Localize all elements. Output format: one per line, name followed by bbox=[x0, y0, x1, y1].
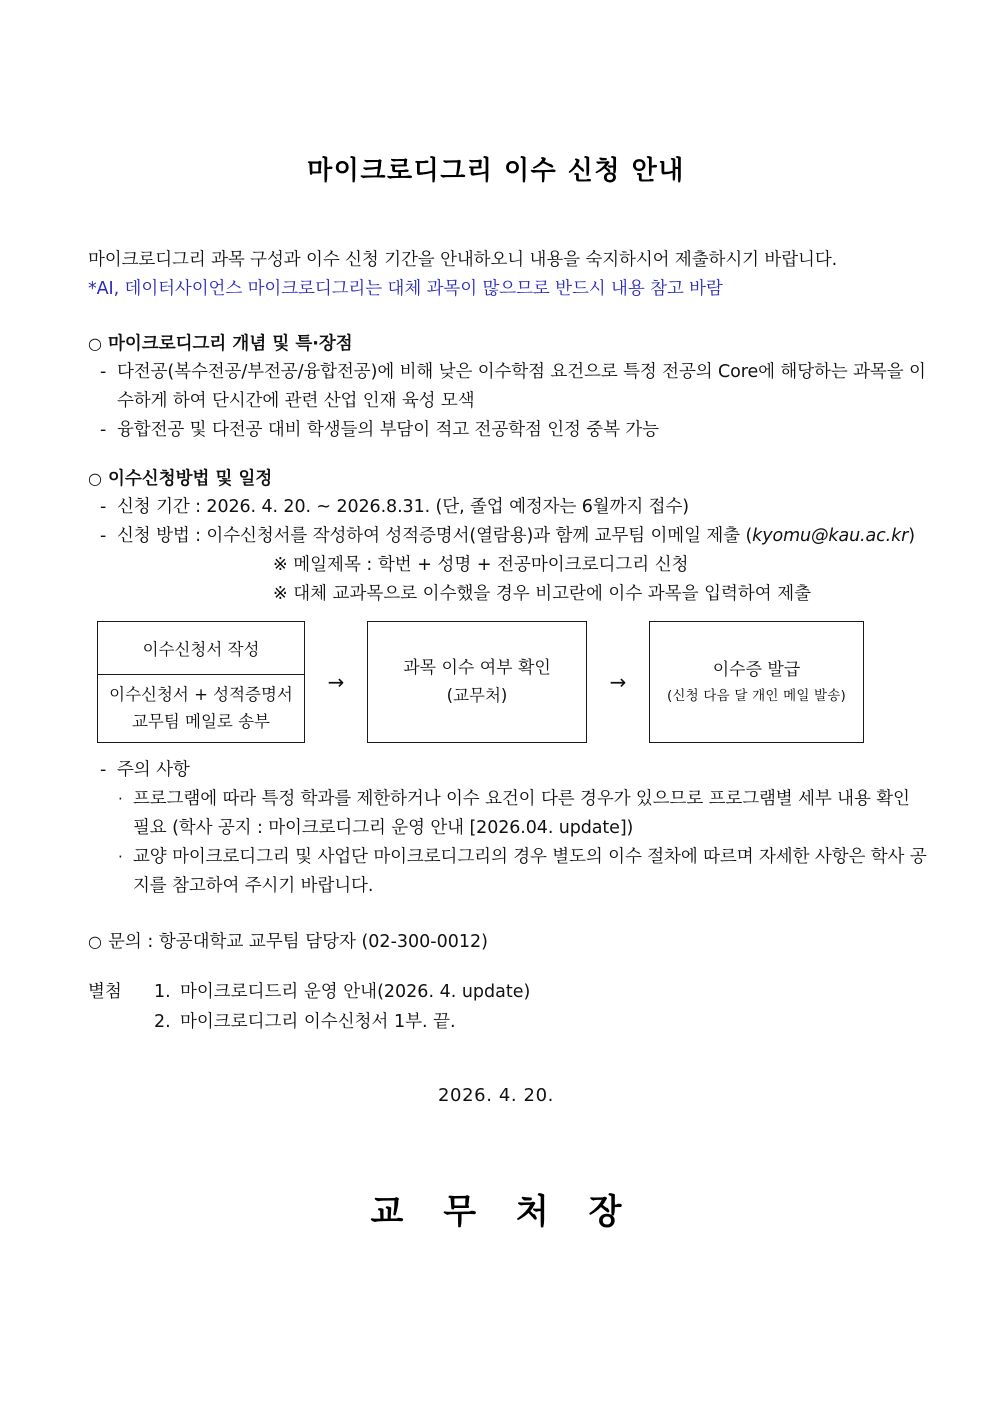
dot-marker-icon: · bbox=[118, 789, 123, 808]
section-concept-heading bbox=[88, 330, 932, 358]
application-method-row bbox=[88, 522, 932, 551]
dash-marker-icon: - bbox=[100, 525, 107, 546]
circle-marker-icon: ○ bbox=[88, 468, 102, 488]
issue-date: 2026. 4. 20. bbox=[438, 1084, 554, 1106]
section-concept-heading-text: 마이크로디그리 개념 및 특·장점 bbox=[108, 333, 353, 354]
list-item bbox=[88, 358, 932, 416]
application-method-suffix: ) bbox=[908, 525, 915, 546]
section-application-heading bbox=[88, 465, 932, 493]
list-item-text: 다전공(복수전공/부전공/융합전공)에 비해 낮은 이수학점 요건으로 특정 전공의 Core에 해당하는 과목을 이수하게 하여 단시간에 관련 산업 인재 육성 모색 bbox=[117, 361, 926, 411]
arrow-right-icon: → bbox=[327, 669, 345, 694]
application-method-text bbox=[117, 522, 932, 551]
contact-text: 문의 : 항공대학교 교무팀 담당자 (02-300-0012) bbox=[108, 931, 488, 952]
caution-heading-text: 주의 사항 bbox=[117, 759, 190, 780]
dash-marker-icon: - bbox=[100, 419, 107, 440]
flow-step-1-title: 이수신청서 작성 bbox=[98, 622, 304, 675]
spacer bbox=[0, 445, 992, 465]
page-title: 마이크로디그리 이수 신청 안내 bbox=[307, 156, 685, 186]
kyomu-email-address: kyomu@kau.ac.kr bbox=[752, 525, 909, 546]
flow-step-3-subtitle: (신청 다음 달 개인 메일 발송) bbox=[666, 687, 847, 704]
attachment-row bbox=[88, 977, 992, 1007]
application-period-text: 신청 기간 : 2026. 4. 20. ~ 2026.8.31. (단, 졸업 예정자는 6월까지 접수) bbox=[117, 496, 689, 517]
signature-authority: 교 무 처 장 bbox=[370, 1191, 636, 1232]
application-period-row bbox=[88, 493, 932, 522]
flow-step-3-title: 이수증 발급 bbox=[712, 659, 801, 680]
list-item-text: 융합전공 및 다전공 대비 학생들의 부담이 적고 전공학점 인정 중복 가능 bbox=[117, 419, 659, 440]
attachment-text: 마이크로디그리 이수신청서 1부. 끝. bbox=[180, 1011, 456, 1032]
attachment-label-spacer bbox=[88, 1007, 154, 1037]
intro-line-main: 마이크로디그리 과목 구성과 이수 신청 기간을 안내하오니 내용을 숙지하시어 제출하시기 바랍니다. bbox=[88, 249, 838, 270]
reference-note: ※ 메일제목 : 학번 + 성명 + 전공마이크로디그리 신청 bbox=[273, 554, 689, 575]
intro-paragraph bbox=[0, 188, 992, 304]
spacer bbox=[0, 901, 992, 927]
flow-step-1-detail bbox=[98, 675, 304, 742]
attachment-label: 별첨 bbox=[88, 981, 122, 1002]
attachment-number: 1. bbox=[154, 981, 171, 1002]
dash-marker-icon: - bbox=[100, 361, 107, 382]
dash-marker-icon: - bbox=[100, 759, 107, 780]
attachment-list bbox=[0, 977, 992, 1037]
intro-line-note: *AI, 데이터사이언스 마이크로디그리는 대체 과목이 많으므로 반드시 내용 참고 바람 bbox=[88, 278, 723, 299]
flow-step-1-detail-line: 교무팀 메일로 송부 bbox=[131, 712, 270, 731]
reference-note: ※ 대체 교과목으로 이수했을 경우 비고란에 이수 과목을 입력하여 제출 bbox=[273, 583, 812, 604]
section-caution bbox=[0, 756, 992, 901]
circle-marker-icon: ○ bbox=[88, 333, 102, 353]
spacer bbox=[0, 957, 992, 977]
caution-list-item-text: 교양 마이크로디그리 및 사업단 마이크로디그리의 경우 별도의 이수 절차에 따르며 자세한 사항은 학사 공지를 참고하여 주시기 바랍니다. bbox=[133, 846, 927, 896]
arrow-right-icon: → bbox=[609, 669, 627, 694]
section-application bbox=[0, 465, 992, 609]
flow-step-certificate-issue bbox=[649, 621, 864, 743]
flow-step-2-subtitle: (교무처) bbox=[446, 686, 508, 705]
contact-row bbox=[0, 927, 992, 957]
attachment-text: 마이크로디드리 운영 안내(2026. 4. update) bbox=[180, 981, 531, 1002]
dot-marker-icon: · bbox=[118, 847, 123, 866]
dash-marker-icon: - bbox=[100, 496, 107, 517]
flow-step-2-title: 과목 이수 여부 확인 bbox=[403, 658, 551, 678]
flow-step-1-detail-line: 이수신청서 + 성적증명서 bbox=[109, 685, 293, 704]
section-application-heading-text: 이수신청방법 및 일정 bbox=[108, 468, 273, 489]
circle-marker-icon: ○ bbox=[88, 931, 102, 951]
caution-heading-row bbox=[88, 756, 932, 785]
list-item bbox=[88, 416, 932, 445]
attachment-row bbox=[88, 1007, 992, 1037]
process-flowchart bbox=[0, 621, 992, 756]
section-concept bbox=[0, 330, 992, 445]
caution-list-item bbox=[88, 785, 932, 843]
caution-list-item-text: 프로그램에 따라 특정 학과를 제한하거나 이수 요건이 다른 경우가 있으므로 프로그램별 세부 내용 확인 필요 (학사 공지 : 마이크로디그리 운영 안내 [2026.04. update]) bbox=[133, 788, 910, 838]
caution-list-item bbox=[88, 843, 932, 901]
spacer bbox=[0, 304, 992, 330]
flow-step-application-form bbox=[97, 621, 305, 743]
application-method-prefix: 신청 방법 : 이수신청서를 작성하여 성적증명서(열람용)과 함께 교무팀 이메일 제출 ( bbox=[117, 525, 753, 546]
attachment-number: 2. bbox=[154, 1011, 171, 1032]
flow-step-verification bbox=[367, 621, 587, 743]
